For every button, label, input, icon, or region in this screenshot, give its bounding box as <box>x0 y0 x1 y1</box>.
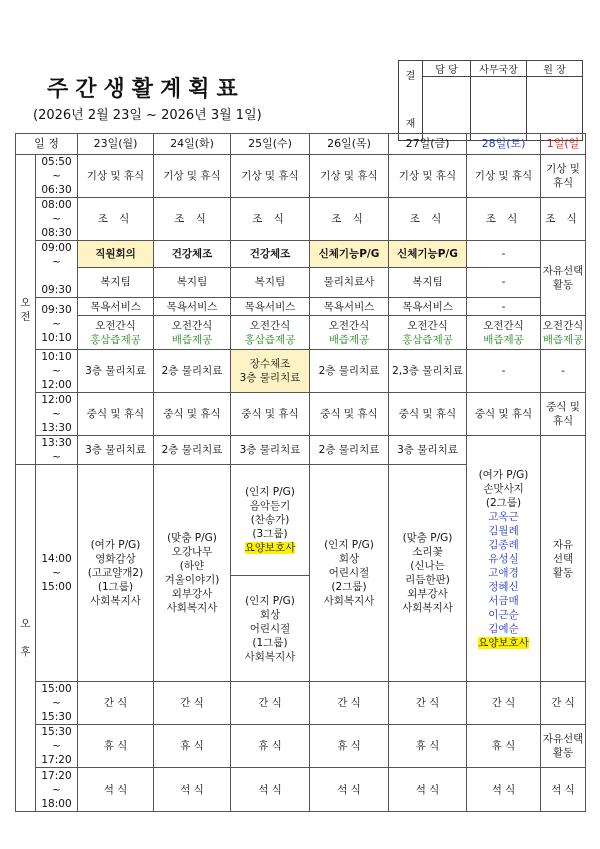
approval-sign-manager[interactable] <box>471 77 527 141</box>
cell-line: 회상 <box>338 553 360 565</box>
time-cell <box>36 436 78 465</box>
schedule-cell: 목욕서비스 <box>310 298 389 316</box>
schedule-cell: 휴 식 <box>154 725 231 768</box>
time-start: 10:10 <box>41 351 72 363</box>
schedule-cell: 간 식 <box>310 682 389 725</box>
table-row <box>16 198 586 241</box>
cell-line: (2그룹) <box>485 496 522 509</box>
schedule-cell: 중식 및 휴식 <box>310 393 389 436</box>
schedule-cell <box>231 576 310 682</box>
schedule-cell: 간 식 <box>154 682 231 725</box>
table-row <box>16 768 586 812</box>
time-start: 14:00 <box>41 553 72 565</box>
schedule-cell: 조 식 <box>78 198 154 241</box>
schedule-cell: 2층 물리치료 <box>310 350 389 393</box>
schedule-cell: 목욕서비스 <box>231 298 310 316</box>
cell-line: (인지 P/G) <box>245 594 295 607</box>
approval-col-manager: 사무국장 <box>471 61 527 77</box>
schedule-cell: 휴 식 <box>389 725 467 768</box>
time-start: 13:30 <box>41 437 72 449</box>
time-end: 17:20 <box>41 754 72 766</box>
schedule-cell: 복지팀 <box>231 267 310 297</box>
schedule-cell: 건강체조 <box>154 241 231 268</box>
table-row <box>16 155 586 198</box>
table-row <box>16 298 586 316</box>
cell-line: (찬송가) <box>250 514 290 526</box>
participant-name: 김월례 <box>488 524 519 537</box>
time-end: ~ 15:00 <box>41 567 72 593</box>
day-header-thu: 26일(목) <box>310 134 389 155</box>
table-row <box>16 682 586 725</box>
schedule-cell: 중식 및 휴식 <box>389 393 467 436</box>
time-start: 09:30 <box>41 303 72 316</box>
time-end: 10:10 <box>41 331 72 344</box>
cell-line: 오전간식 <box>95 319 136 332</box>
approval-col-staff: 담 당 <box>423 61 471 77</box>
cell-line: 3층 물리치료 <box>239 372 301 384</box>
participant-name: 서금매 <box>488 594 519 607</box>
approval-box <box>398 60 583 141</box>
participant-name: 이근순 <box>488 608 519 621</box>
schedule-cell <box>231 316 310 350</box>
schedule-cell-sat-pm <box>467 436 541 682</box>
cell-line: 소리꽃 <box>412 546 443 558</box>
cell-line: (1그룹) <box>97 581 134 593</box>
schedule-cell: 2층 물리치료 <box>310 436 389 465</box>
schedule-cell <box>310 316 389 350</box>
time-sep: ~ <box>52 451 61 463</box>
schedule-cell: 기상 및 휴식 <box>78 155 154 198</box>
schedule-cell: 간 식 <box>541 682 586 725</box>
staff-highlight: 요양보호사 <box>478 636 529 649</box>
schedule-cell: 석 식 <box>467 768 541 812</box>
cell-line: 기상 및 <box>546 163 580 175</box>
cell-line: 오전간식 <box>407 319 448 332</box>
cell-line: 리듬한판) <box>405 574 450 586</box>
schedule-cell: 복지팀 <box>154 267 231 297</box>
time-start: 09:00 <box>41 242 72 254</box>
schedule-cell: 석 식 <box>154 768 231 812</box>
approval-sign-director[interactable] <box>527 77 583 141</box>
time-end: 15:30 <box>41 711 72 723</box>
cell-line: 어린시절 <box>249 622 291 635</box>
time-cell <box>36 725 78 768</box>
time-start: 05:50 <box>41 156 72 168</box>
schedule-cell <box>541 241 586 316</box>
schedule-cell: 2층 물리치료 <box>154 350 231 393</box>
time-sep: ~ <box>52 783 61 796</box>
cell-line: 배즙제공 <box>328 333 370 346</box>
schedule-cell: 기상 및 휴식 <box>467 155 541 198</box>
cell-line: 선택 <box>552 552 574 565</box>
day-header-sun: 1일(일 <box>541 134 586 155</box>
table-row <box>16 393 586 436</box>
time-start: 15:00 <box>41 683 72 695</box>
schedule-cell: 조 식 <box>231 198 310 241</box>
time-start: 15:30 <box>41 726 72 738</box>
schedule-cell: 물리치료사 <box>310 267 389 297</box>
schedule-cell: 조 식 <box>467 198 541 241</box>
cell-line: (3그룹) <box>252 528 288 540</box>
schedule-cell <box>541 155 586 198</box>
schedule-cell: 간 식 <box>467 682 541 725</box>
schedule-cell <box>541 393 586 436</box>
approval-sign-staff[interactable] <box>423 77 471 141</box>
time-end: 18:00 <box>41 797 72 810</box>
cell-line: 외부강사 <box>407 588 448 600</box>
cell-line: 배즙제공 <box>171 333 213 346</box>
cell-line: 오전간식 <box>249 319 291 332</box>
schedule-cell: 기상 및 휴식 <box>389 155 467 198</box>
cell-line: 휴식 <box>552 177 574 189</box>
cell-line: 활동 <box>552 747 574 759</box>
schedule-cell: 기상 및 휴식 <box>310 155 389 198</box>
table-row <box>16 350 586 393</box>
schedule-cell: 3층 물리치료 <box>389 436 467 465</box>
day-header-sat: 28일(토) <box>467 134 541 155</box>
time-cell <box>36 393 78 436</box>
cell-line: 사회복지사 <box>90 595 141 607</box>
time-sep: ~ <box>52 365 61 377</box>
time-cell <box>36 682 78 725</box>
schedule-period: (2026년 2월 23일 ~ 2026년 3월 1일) <box>33 108 262 123</box>
cell-line: 오전간식 <box>171 319 213 332</box>
schedule-cell: 휴 식 <box>467 725 541 768</box>
cell-line: (여가 P/G) <box>478 468 529 481</box>
cell-line: (하얀 <box>179 560 205 572</box>
table-row <box>16 436 586 465</box>
approval-label-top: 결 <box>405 70 416 82</box>
cell-line: 오전간식 <box>483 319 524 332</box>
participant-name: 김종례 <box>488 538 519 551</box>
header-row <box>16 134 586 155</box>
cell-line: 외부강사 <box>171 588 213 600</box>
time-end: 12:00 <box>41 379 72 391</box>
schedule-cell: - <box>467 267 541 297</box>
time-start: 12:00 <box>41 394 72 406</box>
schedule-cell: 석 식 <box>231 768 310 812</box>
schedule-cell <box>467 316 541 350</box>
schedule-cell <box>541 316 586 350</box>
cell-line: 사회복지사 <box>323 595 375 607</box>
cell-line: 활동 <box>552 279 574 291</box>
schedule-cell <box>389 316 467 350</box>
cell-line: (인지 P/G) <box>245 486 295 498</box>
cell-line: (고교얄개2) <box>87 567 144 579</box>
schedule-cell: 석 식 <box>389 768 467 812</box>
cell-line: 장수체조 <box>249 358 291 370</box>
schedule-cell <box>231 350 310 393</box>
time-end: 08:30 <box>41 227 72 239</box>
table-row <box>16 267 586 297</box>
cell-line: 배즙제공 <box>483 333 524 346</box>
cell-line: 홍삼즙제공 <box>90 333 141 346</box>
cell-line: (2그룹) <box>331 581 367 593</box>
participant-name: 정혜신 <box>488 580 519 593</box>
schedule-cell <box>541 436 586 682</box>
time-cell <box>36 155 78 198</box>
schedule-cell: - <box>467 241 541 268</box>
schedule-cell <box>231 465 310 576</box>
schedule-cell: 건강체조 <box>231 241 310 268</box>
cell-line: 오강나무 <box>171 546 213 558</box>
cell-line: 자유선택 <box>542 265 584 277</box>
cell-line: 배즙제공 <box>542 333 584 346</box>
schedule-cell: 3층 물리치료 <box>231 436 310 465</box>
cell-line: 오전간식 <box>328 319 370 332</box>
pm-label <box>16 465 36 812</box>
schedule-cell: 조 식 <box>154 198 231 241</box>
time-cell <box>36 198 78 241</box>
cell-line: 손맛사지 <box>483 482 524 495</box>
schedule-cell: 간 식 <box>389 682 467 725</box>
day-header-tue: 24일(화) <box>154 134 231 155</box>
time-sep: ~ <box>52 408 61 420</box>
time-start: 17:20 <box>41 769 72 782</box>
cell-line: 겨울이야기) <box>164 574 220 586</box>
cell-line: 회상 <box>259 608 281 621</box>
schedule-cell: 간 식 <box>78 682 154 725</box>
cell-line: 홍삼즙제공 <box>402 333 453 346</box>
participant-name: 김예순 <box>488 622 519 635</box>
schedule-cell <box>541 725 586 768</box>
schedule-cell: 신체기능P/G <box>310 241 389 268</box>
time-end: 06:30 <box>41 184 72 196</box>
am-label-1: 오 <box>20 296 31 309</box>
schedule-cell: 직원회의 <box>78 241 154 268</box>
time-sep: ~ <box>52 697 61 709</box>
time-cell <box>36 350 78 393</box>
day-header-fri: 27일(금) <box>389 134 467 155</box>
schedule-cell <box>310 465 389 682</box>
time-end: 09:30 <box>41 284 72 296</box>
cell-line: (여가 P/G) <box>90 539 141 551</box>
cell-line: 사회복지사 <box>166 602 218 614</box>
schedule-cell: 조 식 <box>541 198 586 241</box>
day-header-mon: 23일(월) <box>78 134 154 155</box>
cell-line: (맞춤 P/G) <box>402 532 453 544</box>
time-end: 13:30 <box>41 422 72 434</box>
schedule-cell: 기상 및 휴식 <box>154 155 231 198</box>
schedule-cell: 복지팀 <box>389 267 467 297</box>
schedule-cell <box>78 316 154 350</box>
corner-header: 일 정 <box>16 134 78 155</box>
schedule-cell: 중식 및 휴식 <box>154 393 231 436</box>
schedule-cell: 신체기능P/G <box>389 241 467 268</box>
table-row <box>16 316 586 350</box>
table-row <box>16 241 586 268</box>
schedule-cell: 3층 물리치료 <box>78 350 154 393</box>
schedule-cell: 3층 물리치료 <box>78 436 154 465</box>
cell-line: 중식 및 <box>546 401 580 413</box>
participant-name: 유성실 <box>488 552 519 565</box>
weekly-schedule-table <box>15 133 586 812</box>
schedule-cell: - <box>541 350 586 393</box>
schedule-cell: 휴 식 <box>78 725 154 768</box>
cell-line: 사회복지사 <box>244 650 296 663</box>
schedule-cell: 석 식 <box>541 768 586 812</box>
schedule-cell <box>154 316 231 350</box>
cell-line: 자유 <box>552 538 574 551</box>
cell-line: 사회복지사 <box>402 602 453 614</box>
schedule-cell <box>78 465 154 682</box>
time-cell <box>36 465 78 682</box>
schedule-cell: 2층 물리치료 <box>154 436 231 465</box>
schedule-cell: 간 식 <box>231 682 310 725</box>
time-sep: ~ <box>52 170 61 182</box>
cell-line: 오전간식 <box>542 319 584 332</box>
table-row <box>16 725 586 768</box>
cell-line: 홍삼즙제공 <box>244 333 296 346</box>
approval-label <box>399 61 423 141</box>
time-start: 08:00 <box>41 199 72 211</box>
time-sep: ~ <box>52 317 61 330</box>
schedule-cell: 복지팀 <box>78 267 154 297</box>
cell-line: 음악듣기 <box>249 500 291 512</box>
cell-line: (신나는 <box>410 560 445 572</box>
am-label-2: 전 <box>20 310 31 323</box>
schedule-cell: 조 식 <box>310 198 389 241</box>
time-sep: ~ <box>52 213 61 225</box>
schedule-cell: 목욕서비스 <box>154 298 231 316</box>
participant-name: 고옥근 <box>488 510 519 523</box>
schedule-cell: 석 식 <box>310 768 389 812</box>
schedule-cell: 목욕서비스 <box>389 298 467 316</box>
schedule-cell: - <box>467 350 541 393</box>
schedule-cell: 중식 및 휴식 <box>231 393 310 436</box>
time-sep: ~ <box>52 256 61 268</box>
schedule-cell: 석 식 <box>78 768 154 812</box>
cell-line: (인지 P/G) <box>324 539 374 551</box>
pm-label-1: 오 <box>20 618 31 630</box>
schedule-cell: 2,3층 물리치료 <box>389 350 467 393</box>
participant-name: 고애경 <box>488 566 519 579</box>
cell-line: 활동 <box>552 566 574 579</box>
am-label <box>16 155 36 465</box>
time-cell <box>36 768 78 812</box>
schedule-cell: 조 식 <box>389 198 467 241</box>
cell-line: 자유선택 <box>542 733 584 745</box>
schedule-cell: 기상 및 휴식 <box>231 155 310 198</box>
approval-label-bottom: 재 <box>405 118 416 130</box>
page-title: 주간생활계획표 <box>47 77 245 102</box>
cell-line: 휴식 <box>552 415 574 427</box>
schedule-cell: 휴 식 <box>231 725 310 768</box>
staff-highlight: 요양보호사 <box>244 542 296 554</box>
cell-line: 어린시절 <box>328 567 370 579</box>
time-sep: ~ <box>52 740 61 752</box>
cell-line: (맞춤 P/G) <box>167 532 217 544</box>
cell-line: 영화감상 <box>95 553 136 565</box>
time-cell <box>36 298 78 350</box>
cell-line: (1그룹) <box>252 636 288 649</box>
schedule-cell: 중식 및 휴식 <box>467 393 541 436</box>
time-cell <box>36 241 78 298</box>
schedule-cell <box>154 465 231 682</box>
pm-label-2: 후 <box>20 646 31 658</box>
schedule-cell: 휴 식 <box>310 725 389 768</box>
schedule-cell: - <box>467 298 541 316</box>
schedule-cell: 중식 및 휴식 <box>78 393 154 436</box>
schedule-cell <box>389 465 467 682</box>
approval-col-director: 원 장 <box>527 61 583 77</box>
schedule-cell: 목욕서비스 <box>78 298 154 316</box>
day-header-wed: 25일(수) <box>231 134 310 155</box>
